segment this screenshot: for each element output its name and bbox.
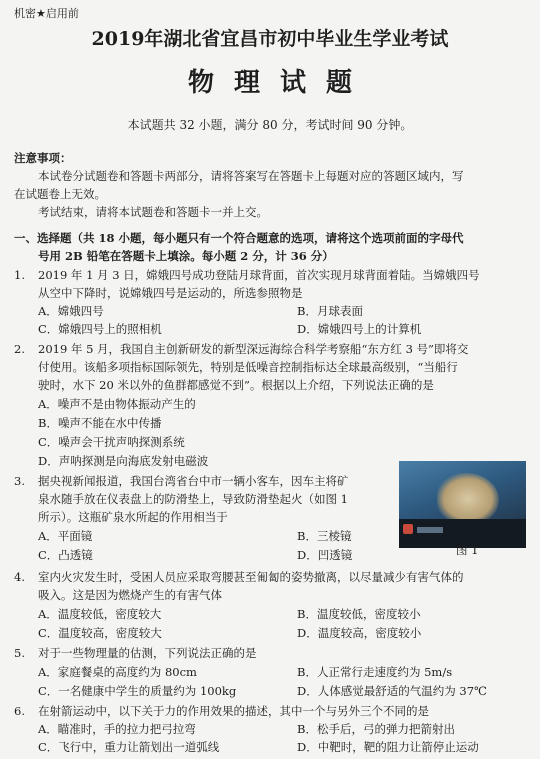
q2-option-c: C．噪声会干扰声呐探测系统 (38, 435, 185, 449)
tv-logo (403, 524, 413, 534)
q6-stem-line-1: 在射箭运动中，以下关于力的作用效果的描述，其中一个与另外三个不同的是 (38, 704, 429, 718)
caption-bar (417, 527, 443, 533)
q2-option-b: B．噪声不能在水中传播 (38, 416, 162, 430)
q3-option-c: C．凸透镜 (38, 548, 93, 562)
q5-number: 5. (14, 646, 25, 660)
q1-option-d: D．嫦娥四号上的计算机 (297, 322, 422, 336)
figure-1-dashboard-fire-photo (399, 461, 526, 548)
q6-option-c: C．飞行中，重力让箭划出一道弧线 (38, 740, 220, 754)
q6-number: 6. (14, 704, 25, 718)
q6-option-b: B．松手后，弓的弹力把箭射出 (297, 722, 455, 736)
q1-number: 1. (14, 268, 25, 282)
q1-stem-line-1: 2019 年 1 月 3 日，嫦娥四号成功登陆月球背面，首次实现月球背面着陆。当嫦娥四号 (38, 268, 480, 282)
q4-option-b: B．温度较低，密度较小 (297, 607, 421, 621)
q3-stem-line-2: 泉水随手放在仪表盘上的防滑垫上，导致防滑垫起火（如图 1 (38, 492, 348, 506)
q4-number: 4. (14, 570, 25, 584)
q2-stem-line-2: 付使用。该船多项指标国际领先，特别是低噪音控制指标达全球最高级别，“当船行 (38, 360, 458, 374)
q4-stem-line-2: 吸入。这是因为燃烧产生的有害气体 (38, 588, 222, 602)
q6-option-a: A．瞄准时，手的拉力把弓拉弯 (38, 722, 196, 736)
notes-line-1: 本试卷分试题卷和答题卡两部分，请将答案写在答题卡上每题对应的答题区域内，写 (38, 169, 464, 183)
q6-option-d: D．中靶时，靶的阻力让箭停止运动 (297, 740, 479, 754)
q2-stem-line-1: 2019 年 5 月，我国自主创新研发的新型深远海综合科学考察船“东方红 3 号”即将交 (38, 342, 469, 356)
section-heading-line-1: 一、选择题（共 18 小题，每小题只有一个符合题意的选项，请将这个选项前面的字母代 (14, 231, 464, 245)
q5-option-b: B．人正常行走速度约为 5m/s (297, 665, 453, 679)
q1-option-a: A．嫦娥四号 (38, 304, 104, 318)
section-heading-line-2: 号用 2B 铅笔在答题卡上填涂。每小题 2 分，计 36 分） (38, 249, 334, 263)
q5-option-d: D．人体感觉最舒适的气温约为 37℃ (297, 684, 487, 698)
exam-info: 本试题共 32 小题，满分 80 分，考试时间 90 分钟。 (127, 118, 413, 132)
q3-number: 3. (14, 474, 25, 488)
q2-option-a: A．噪声不是由物体振动产生的 (38, 397, 196, 411)
q5-stem-line-1: 对于一些物理量的估测，下列说法正确的是 (38, 646, 257, 660)
figure-1-label: 图 1 (456, 543, 479, 557)
q2-number: 2. (14, 342, 25, 356)
q4-option-c: C．温度较高，密度较大 (38, 626, 162, 640)
q4-option-d: D．温度较高，密度较小 (297, 626, 422, 640)
q2-stem-line-3: 驶时，水下 20 米以外的鱼群都感觉不到”。根据以上介绍，下列说法正确的是 (38, 378, 434, 392)
q1-option-b: B．月球表面 (297, 304, 363, 318)
q1-option-c: C．嫦娥四号上的照相机 (38, 322, 162, 336)
q4-stem-line-1: 室内火灾发生时，受困人员应采取弯腰甚至匍匐的姿势撤离，以尽量减少有害气体的 (38, 570, 464, 584)
notes-line-3: 考试结束，请将本试题卷和答题卡一并上交。 (38, 205, 268, 219)
q3-stem-line-3: 所示）。这瓶矿泉水所起的作用相当于 (38, 510, 228, 524)
q3-option-a: A．平面镜 (38, 529, 93, 543)
subject-title: 物理试题 (187, 68, 372, 98)
q3-option-b: B．三棱镜 (297, 529, 352, 543)
q5-option-c: C．一名健康中学生的质量约为 100kg (38, 684, 237, 698)
q3-stem-line-1: 据央视新闻报道，我国台湾省台中市一辆小客车，因车主将矿 (38, 474, 349, 488)
exam-title: 2019年湖北省宜昌市初中毕业生学业考试 (91, 28, 449, 50)
notes-line-2: 在试题卷上无效。 (14, 187, 106, 201)
q5-option-a: A．家庭餐桌的高度约为 80cm (38, 665, 197, 679)
q1-stem-line-2: 从空中下降时，说嫦娥四号是运动的，所选参照物是 (38, 286, 303, 300)
burn-mark (437, 473, 499, 525)
confidential-mark: 机密★启用前 (14, 7, 79, 20)
q2-option-d: D．声呐探测是向海底发射电磁波 (38, 454, 209, 468)
q3-option-d: D．凹透镜 (297, 548, 353, 562)
q4-option-a: A．温度较低，密度较大 (38, 607, 162, 621)
notes-heading: 注意事项： (14, 151, 72, 165)
